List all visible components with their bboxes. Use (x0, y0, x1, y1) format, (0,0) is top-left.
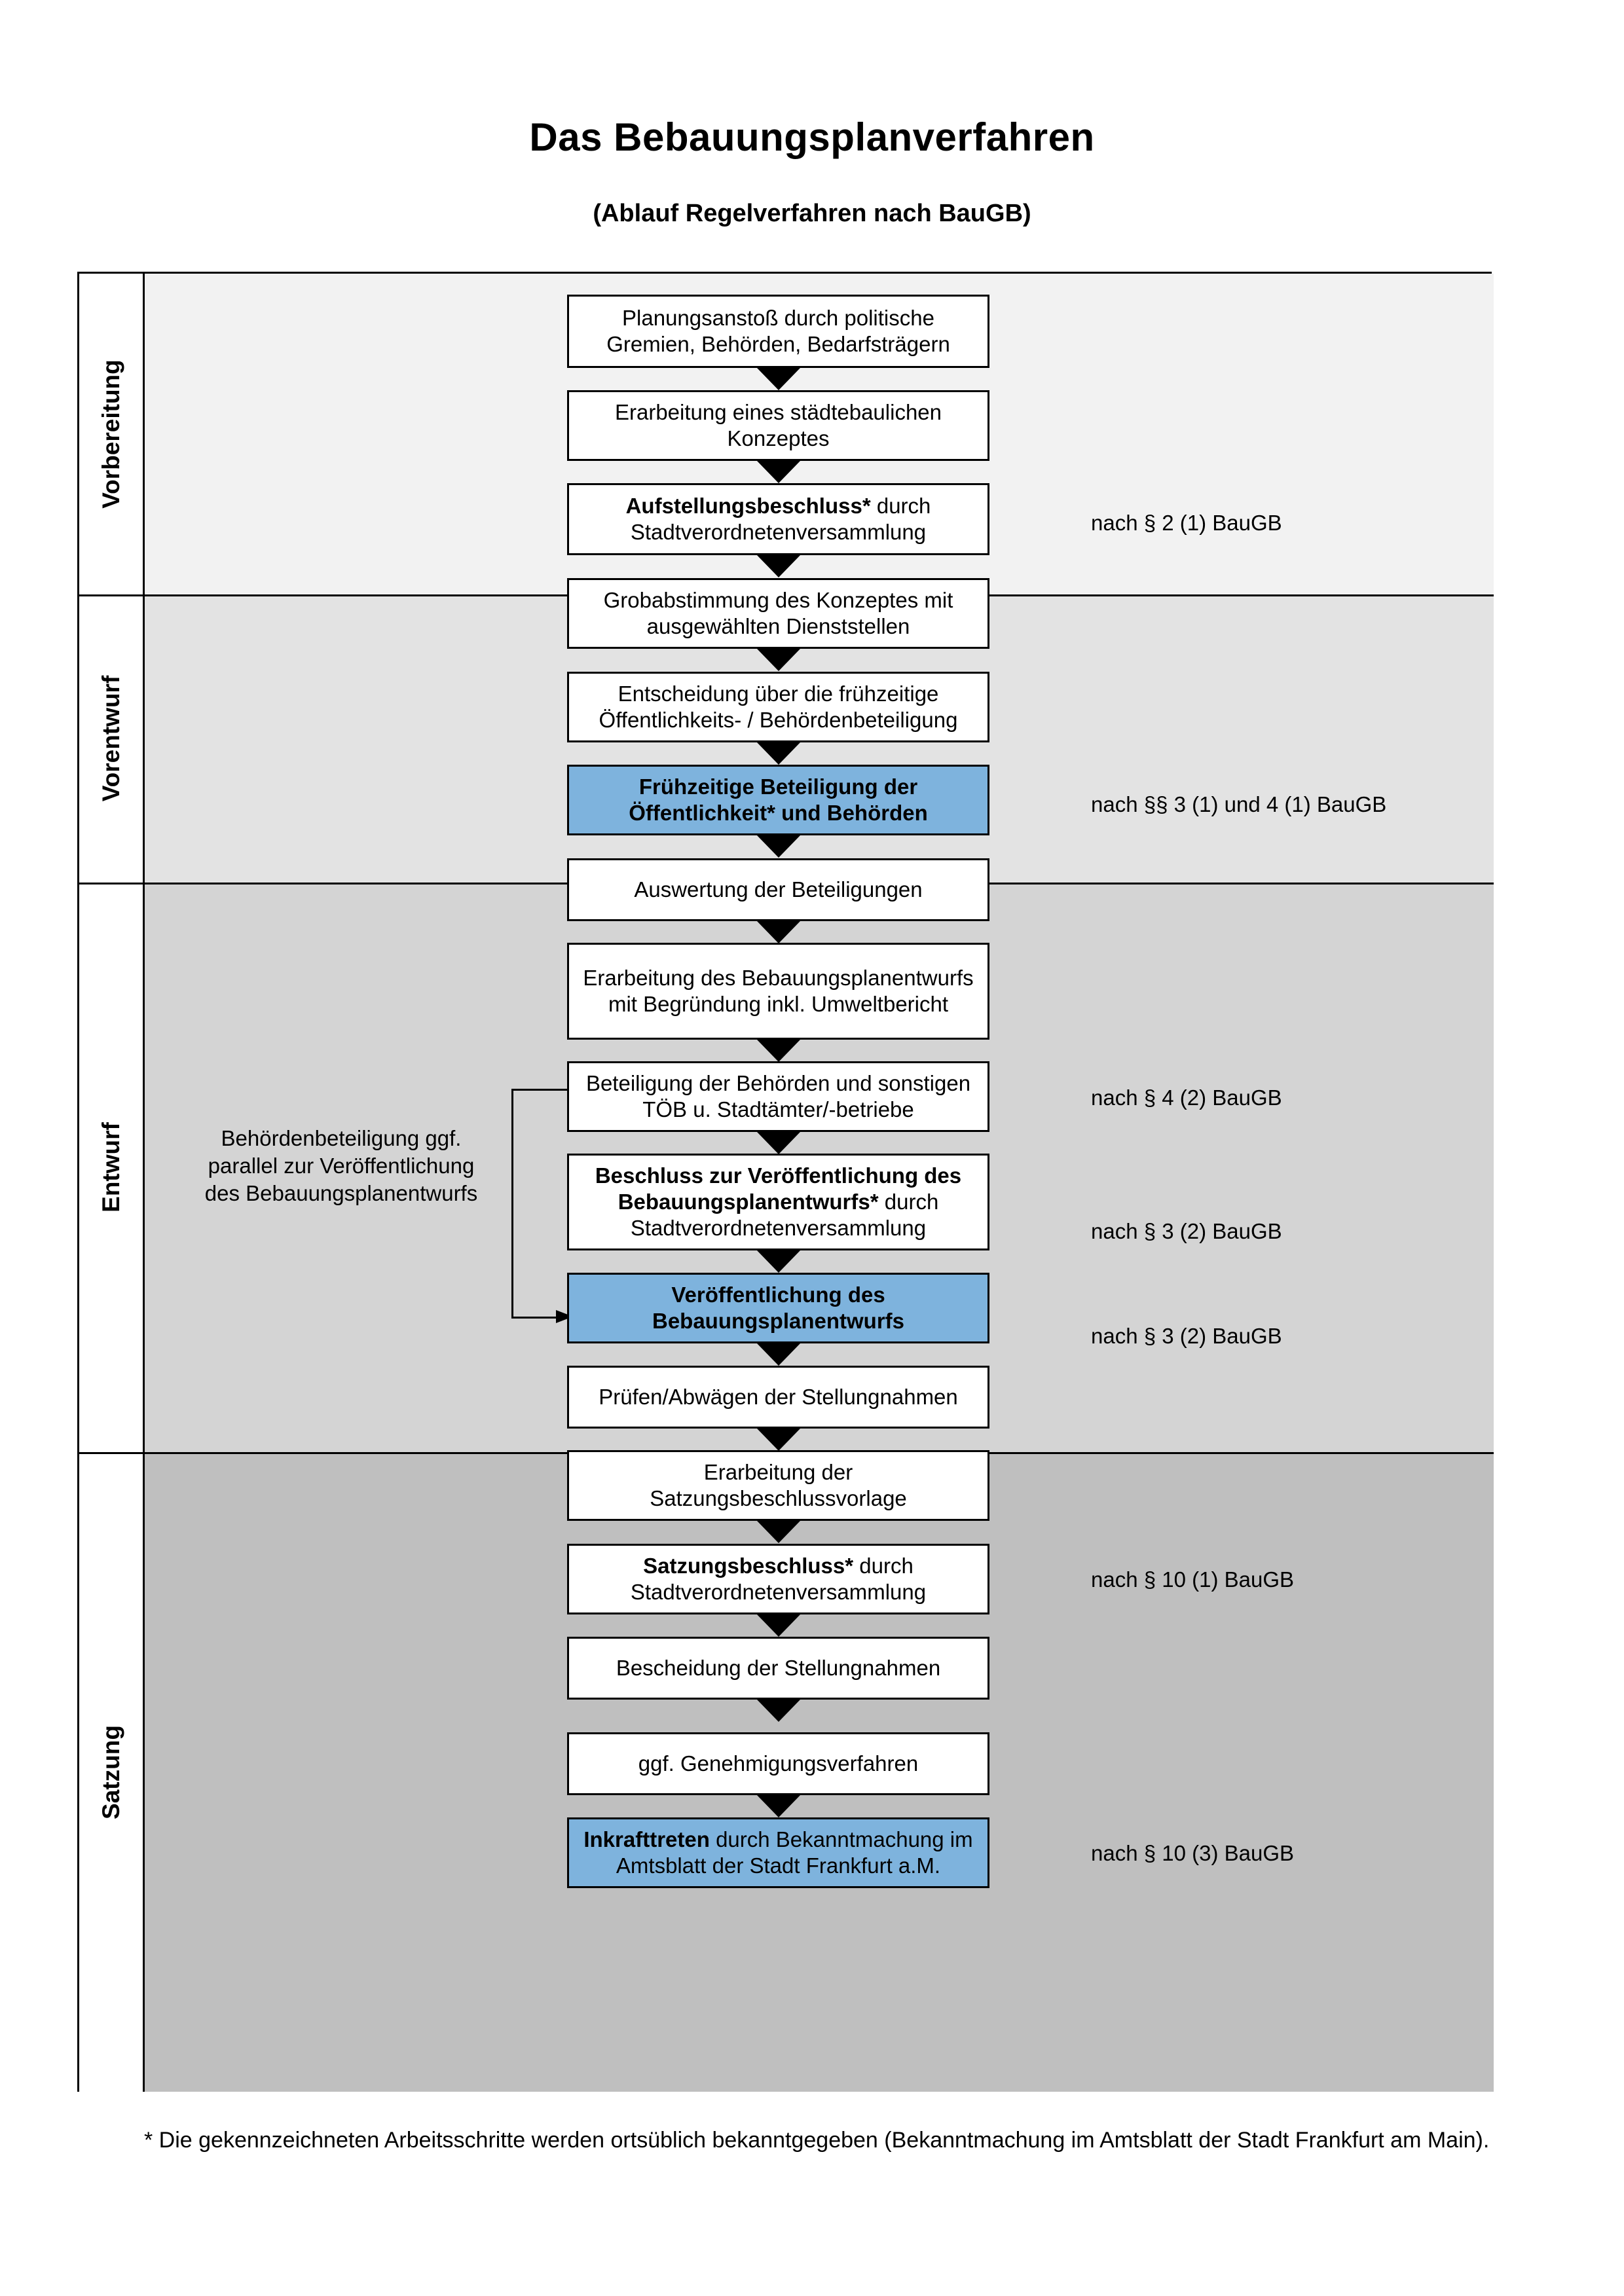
flow-node-3-label-bold: Aufstellungsbeschluss* (625, 493, 871, 518)
flow-node-14-label-bold: Satzungsbeschluss* (643, 1553, 854, 1578)
law-ref-6: nach § 10 (1) BauGB (1091, 1567, 1295, 1592)
flow-node-8[interactable] (567, 943, 989, 1040)
flow-node-9[interactable] (567, 1061, 989, 1132)
flow-node-7-label: Auswertung der Beteiligungen (634, 877, 923, 902)
flow-node-11[interactable] (567, 1273, 989, 1343)
page-title: Das Bebauungsplanverfahren (529, 115, 1095, 159)
footnote: * Die gekennzeichneten Arbeitsschritte werden ortsüblich bekanntgegeben (Bekanntmachung im Amtsblatt der Stadt Frankfurt am Main). (144, 2128, 1490, 2153)
flow-node-16-label: ggf. Genehmigungsverfahren (638, 1751, 919, 1776)
flow-node-3-label-rest: durch Stadtverordnetenversammlung (630, 493, 931, 544)
flow-node-5[interactable] (567, 672, 989, 742)
flow-node-17-label-rest: durch Bekanntmachung im Amtsblatt der Stadt Frankfurt a.M. (616, 1827, 973, 1878)
law-ref-3: nach § 4 (2) BauGB (1091, 1085, 1282, 1110)
flow-node-14[interactable] (567, 1544, 989, 1614)
flow-node-6[interactable] (567, 765, 989, 835)
connector-horizontal-top (511, 1089, 567, 1091)
flow-node-14-label-rest: durch Stadtverordnetenversammlung (630, 1553, 927, 1604)
phase-label-cell-vorentwurf (79, 594, 145, 883)
flow-node-6-label: Frühzeitige Beteiligung der Öffentlichkeit* und Behörden (629, 774, 928, 825)
flow-node-2[interactable] (567, 390, 989, 461)
flow-node-10[interactable] (567, 1154, 989, 1250)
flow-node-1-label: Planungsanstoß durch politische Gremien, Behörden, Bedarfsträgern (606, 305, 950, 356)
law-ref-4: nach § 3 (2) BauGB (1091, 1219, 1282, 1243)
law-ref-2: nach §§ 3 (1) und 4 (1) BauGB (1091, 792, 1387, 816)
phase-label-satzung: Satzung (97, 1724, 124, 1819)
flow-node-10-label-bold: Beschluss zur Veröffentlichung des Bebauungsplanentwurfs* (595, 1163, 962, 1214)
flow-node-15-label: Bescheidung der Stellungnahmen (616, 1655, 941, 1680)
flow-node-3[interactable] (567, 483, 989, 555)
flow-node-11-label: Veröffentlichung des Bebauungsplanentwurfs (652, 1282, 905, 1333)
flow-node-9-label: Beteiligung der Behörden und sonstigen TÖB u. Stadtämter/-betriebe (585, 1070, 971, 1121)
law-ref-1: nach § 2 (1) BauGB (1091, 511, 1282, 535)
flow-node-4[interactable] (567, 578, 989, 649)
flow-node-2-label: Erarbeitung eines städtebaulichen Konzeptes (614, 399, 942, 450)
phase-label-cell-satzung (79, 1452, 145, 2092)
flow-node-17-label-bold: Inkrafttreten (583, 1827, 710, 1851)
phase-label-entwurf: Entwurf (97, 1122, 124, 1212)
flow-node-7[interactable] (567, 858, 989, 921)
connector-vertical (511, 1089, 513, 1318)
page-subtitle: (Ablauf Regelverfahren nach BauGB) (593, 200, 1031, 227)
phase-label-vorbereitung: Vorbereitung (97, 359, 124, 509)
connector-horizontal-bottom (511, 1317, 557, 1319)
phase-label-cell-vorbereitung (79, 274, 145, 594)
flow-node-4-label: Grobabstimmung des Konzeptes mit ausgewählten Dienststellen (603, 587, 953, 638)
flow-node-13-label: Erarbeitung der Satzungsbeschlussvorlage (650, 1459, 907, 1510)
phase-label-vorentwurf: Vorentwurf (97, 675, 124, 802)
flow-node-1[interactable] (567, 295, 989, 368)
flow-node-5-label: Entscheidung über die frühzeitige Öffentlichkeits- / Behördenbeteiligung (599, 681, 958, 732)
flow-node-15[interactable] (567, 1637, 989, 1700)
flow-node-12[interactable] (567, 1366, 989, 1429)
law-ref-5: nach § 3 (2) BauGB (1091, 1324, 1282, 1348)
flow-node-16[interactable] (567, 1732, 989, 1795)
side-note-behoerdenbeteiligung: Behördenbeteiligung ggf. parallel zur Veröffentlichung des Bebauungsplanentwurfs (204, 1126, 478, 1206)
phase-label-cell-entwurf (79, 883, 145, 1452)
flow-node-10-label-rest: durch Stadtverordnetenversammlung (630, 1189, 939, 1241)
flow-node-13[interactable] (567, 1450, 989, 1521)
flow-node-8-label: Erarbeitung des Bebauungsplanentwurfs mit Begründung inkl. Umweltbericht (583, 965, 974, 1016)
flow-node-17[interactable] (567, 1817, 989, 1888)
law-ref-7: nach § 10 (3) BauGB (1091, 1841, 1295, 1865)
flow-node-12-label: Prüfen/Abwägen der Stellungnahmen (599, 1384, 958, 1409)
flowchart-frame (77, 272, 1492, 2092)
